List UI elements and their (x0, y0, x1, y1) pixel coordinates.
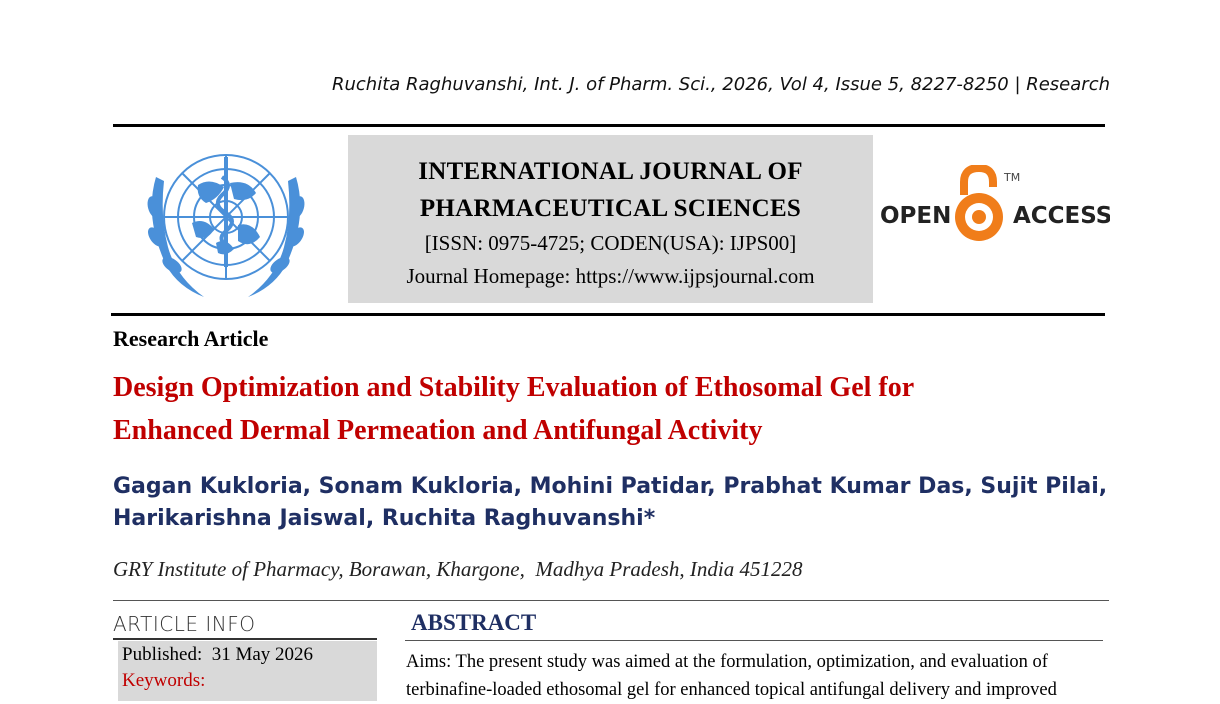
abstract-rule (405, 640, 1103, 641)
journal-emblem-logo (126, 137, 326, 307)
article-title (113, 366, 1093, 452)
abstract-line1: Aims: The present study was aimed at the formulation, optimization, and evaluation of (406, 652, 1048, 672)
header-bottom-rule (111, 313, 1105, 316)
article-info-heading: ARTICLE INFO (113, 612, 256, 636)
article-info-rule (113, 638, 377, 640)
author-list (113, 471, 1113, 535)
article-type: Research Article (113, 326, 269, 351)
journal-title-box (348, 135, 873, 303)
journal-name-line2: PHARMACEUTICAL SCIENCES (419, 195, 802, 222)
open-lock-shackle-icon (964, 168, 993, 195)
journal-issn: [ISSN: 0975-4725; CODEN(USA): IJPS00] (424, 231, 797, 255)
header-top-rule (113, 124, 1105, 127)
open-access-logo (880, 165, 1110, 250)
article-title-line1: Design Optimization and Stability Evaluation of Ethosomal Gel for (113, 372, 915, 403)
author-affiliation: GRY Institute of Pharmacy, Borawan, Khargone, Madhya Pradesh, India 451228 (113, 557, 803, 581)
running-citation: Ruchita Raghuvanshi, Int. J. of Pharm. Sci., 2026, Vol 4, Issue 5, 8227-8250 | Research (331, 74, 1110, 95)
abstract-line2: terbinafine-loaded ethosomal gel for enhanced topical antifungal delivery and improved (406, 680, 1057, 700)
abstract-heading: ABSTRACT (411, 610, 537, 635)
open-access-right-text: ACCESS (1013, 203, 1110, 229)
open-access-left-text: OPEN (880, 203, 952, 229)
author-list-line2: Harikarishna Jaiswal, Ruchita Raghuvanshi* (113, 506, 656, 531)
published-date: Published: 31 May 2026 (122, 644, 314, 665)
article-title-line2: Enhanced Dermal Permeation and Antifungal Activity (113, 415, 763, 446)
affiliation-divider (113, 600, 1109, 601)
abstract-body (406, 648, 1104, 704)
keywords-label: Keywords: (122, 670, 206, 691)
trademark-mark: TM (1004, 171, 1021, 184)
journal-homepage: Journal Homepage: https://www.ijpsjournal.com (406, 264, 815, 288)
journal-name (348, 153, 873, 227)
author-list-line1: Gagan Kukloria, Sonam Kukloria, Mohini Patidar, Prabhat Kumar Das, Sujit Pilai, (113, 474, 1108, 499)
journal-name-line1: INTERNATIONAL JOURNAL OF (418, 158, 803, 185)
